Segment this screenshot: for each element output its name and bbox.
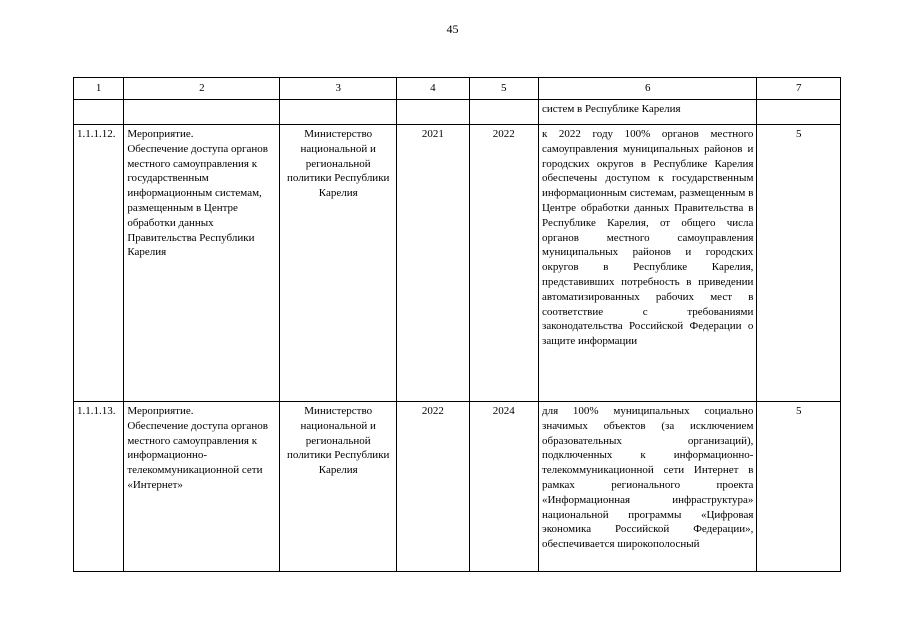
end-year-cell: 2022 — [469, 125, 538, 402]
empty-cell — [469, 100, 538, 125]
row-number: 1.1.1.13. — [74, 402, 124, 572]
page-number: 45 — [446, 22, 459, 36]
column-header: 4 — [397, 78, 469, 100]
empty-cell — [757, 100, 841, 125]
column-header: 5 — [469, 78, 538, 100]
row-number: 1.1.1.12. — [74, 125, 124, 402]
end-year-cell: 2024 — [469, 402, 538, 572]
measures-table — [73, 77, 841, 572]
empty-cell — [280, 100, 397, 125]
empty-cell — [124, 100, 280, 125]
event-cell: Мероприятие. Обеспечение доступа органов местного самоуправления к государственным информационным системам, размещенным в Центре обработки данных Правительства Республики Карелия — [124, 125, 280, 402]
start-year-cell: 2021 — [397, 125, 469, 402]
empty-cell — [74, 100, 124, 125]
column-header: 1 — [74, 78, 124, 100]
continuation-row — [74, 100, 841, 125]
column-header: 6 — [538, 78, 756, 100]
table-row — [74, 125, 841, 402]
executor-cell: Министерство национальной и региональной политики Республики Карелия — [280, 125, 397, 402]
result-cell: к 2022 году 100% органов местного самоуправления муниципальных районов и городских округов в Республике Карелия обеспечены доступом к государственным информационным системам, размещенным в Центре обработки данных Правительства в Республике Карелия, от общего числа органов местного самоуправления муниципальных районов и городских округов в Республике Карелия, представивших потребность в приведении автоматизированных рабочих мест в соответствие с требованиями законодательства Российской Федерации о защите информации — [538, 125, 756, 402]
start-year-cell: 2022 — [397, 402, 469, 572]
empty-cell — [397, 100, 469, 125]
executor-cell: Министерство национальной и региональной политики Республики Карелия — [280, 402, 397, 572]
column-header: 2 — [124, 78, 280, 100]
indicator-cell: 5 — [757, 125, 841, 402]
result-cell: систем в Республике Карелия — [538, 100, 756, 125]
column-header: 3 — [280, 78, 397, 100]
result-cell: для 100% муниципальных социально значимых объектов (за исключением образовательных организаций), подключенных к информационно-телекоммуникационной сети Интернет в рамках регионального проекта «Информационная инфраструктура» национальной программы «Цифровая экономика Российской Федерации», обеспечивается широкополосный — [538, 402, 756, 572]
event-cell: Мероприятие. Обеспечение доступа органов местного самоуправления к информационно-телекоммуникационной сети «Интернет» — [124, 402, 280, 572]
column-header: 7 — [757, 78, 841, 100]
column-number-row — [74, 78, 841, 100]
table-row — [74, 402, 841, 572]
indicator-cell: 5 — [757, 402, 841, 572]
